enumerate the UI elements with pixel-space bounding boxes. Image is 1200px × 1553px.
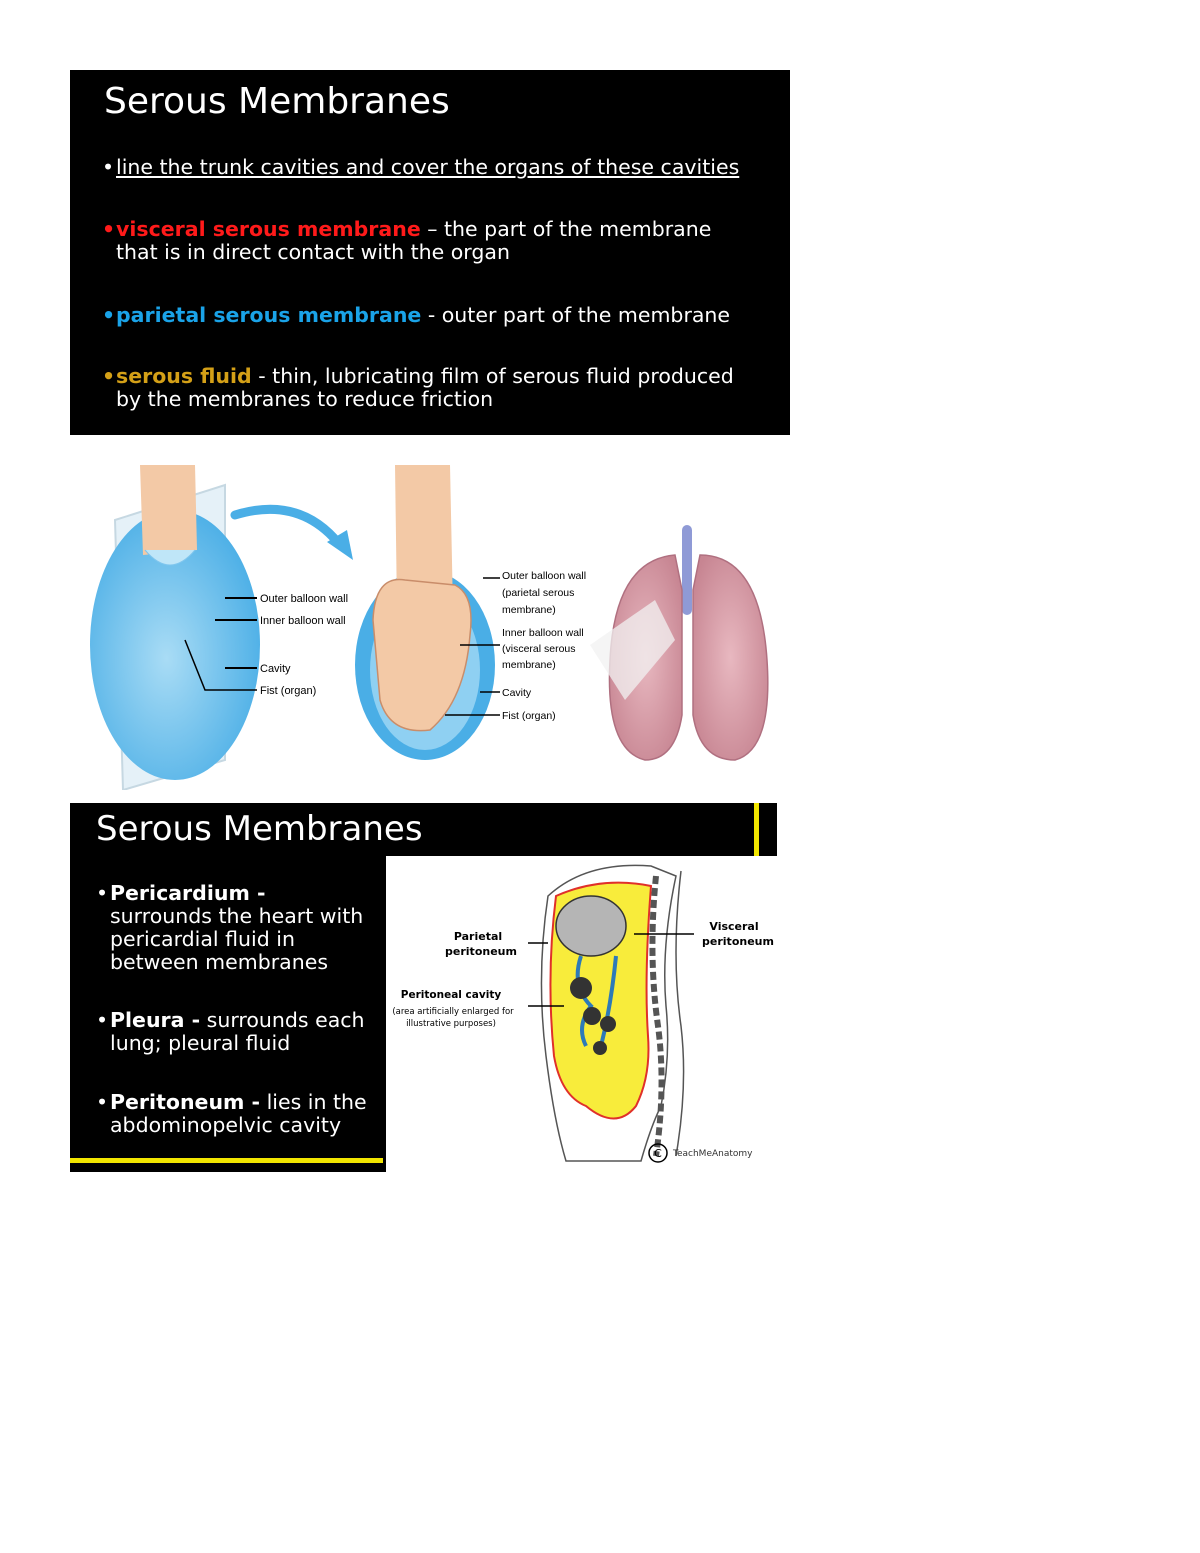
slide-serous-membranes-1 bbox=[70, 70, 790, 435]
label-inner-balloon-wall: Inner balloon wall bbox=[260, 615, 346, 627]
label-parietal-1: Parietal bbox=[453, 930, 503, 943]
accent-bar-bottom bbox=[70, 1158, 383, 1163]
label-visceral-2: peritoneum bbox=[702, 935, 774, 948]
parietal-term: parietal serous membrane bbox=[116, 303, 422, 327]
label-cavity: Cavity bbox=[260, 663, 291, 675]
label-note-1: (area artificially enlarged for bbox=[392, 1007, 514, 1017]
bullet-pleura: •Pleura - surrounds each lung; pleural fluid bbox=[96, 1008, 365, 1055]
label-visceral-r2: membrane) bbox=[502, 659, 556, 671]
bullet-parietal: •parietal serous membrane - outer part of the membrane bbox=[102, 303, 731, 327]
label-parietal-r2: membrane) bbox=[502, 604, 556, 616]
visceral-term: visceral serous membrane bbox=[116, 217, 421, 241]
bullet-peritoneum: •Peritoneum - lies in the abdominopelvic cavity bbox=[96, 1090, 367, 1137]
bullet-visceral: •visceral serous membrane – the part of the membrane that is in direct contact with the organ bbox=[102, 217, 712, 264]
label-fist-organ: Fist (organ) bbox=[260, 685, 317, 697]
lungs-illustration bbox=[590, 525, 768, 760]
accent-bar-right bbox=[754, 803, 759, 856]
arrow-icon bbox=[235, 509, 340, 545]
fluid-term: serous fluid bbox=[116, 364, 252, 388]
balloon-fist-illustration bbox=[355, 465, 500, 760]
peritoneum-diagram bbox=[386, 856, 776, 1166]
copyright-glyph: C bbox=[654, 1147, 662, 1160]
slide-title: Serous Membranes bbox=[104, 81, 450, 122]
label-outer-wall-r: Outer balloon wall bbox=[502, 570, 587, 582]
label-note-2: illustrative purposes) bbox=[406, 1019, 496, 1029]
bullet-serous-fluid: •serous fluid - thin, lubricating film of serous fluid produced by the membranes to reduce friction bbox=[102, 364, 734, 411]
label-visceral-r1: (visceral serous bbox=[502, 643, 576, 655]
label-fist-r: Fist (organ) bbox=[502, 710, 556, 722]
label-outer-balloon-wall: Outer balloon wall bbox=[260, 593, 349, 605]
bullet-trunk-cavities: •line the trunk cavities and cover the organs of these cavities bbox=[102, 155, 740, 179]
label-cavity-r: Cavity bbox=[502, 687, 532, 699]
label-peritoneal-cavity: Peritoneal cavity bbox=[400, 989, 502, 1001]
label-parietal-2: peritoneum bbox=[445, 945, 517, 958]
credit-teachmeanatomy: TeachMeAnatomy bbox=[673, 1149, 753, 1159]
label-parietal-r1: (parietal serous bbox=[502, 587, 575, 599]
bullet-pericardium: •Pericardium - surrounds the heart with pericardial fluid in between membranes bbox=[96, 881, 364, 974]
label-visceral-1: Visceral bbox=[709, 920, 759, 933]
label-inner-wall-r: Inner balloon wall bbox=[502, 627, 584, 639]
balloon-fist-lung-diagram bbox=[85, 460, 785, 790]
slide-title: Serous Membranes bbox=[96, 809, 423, 849]
